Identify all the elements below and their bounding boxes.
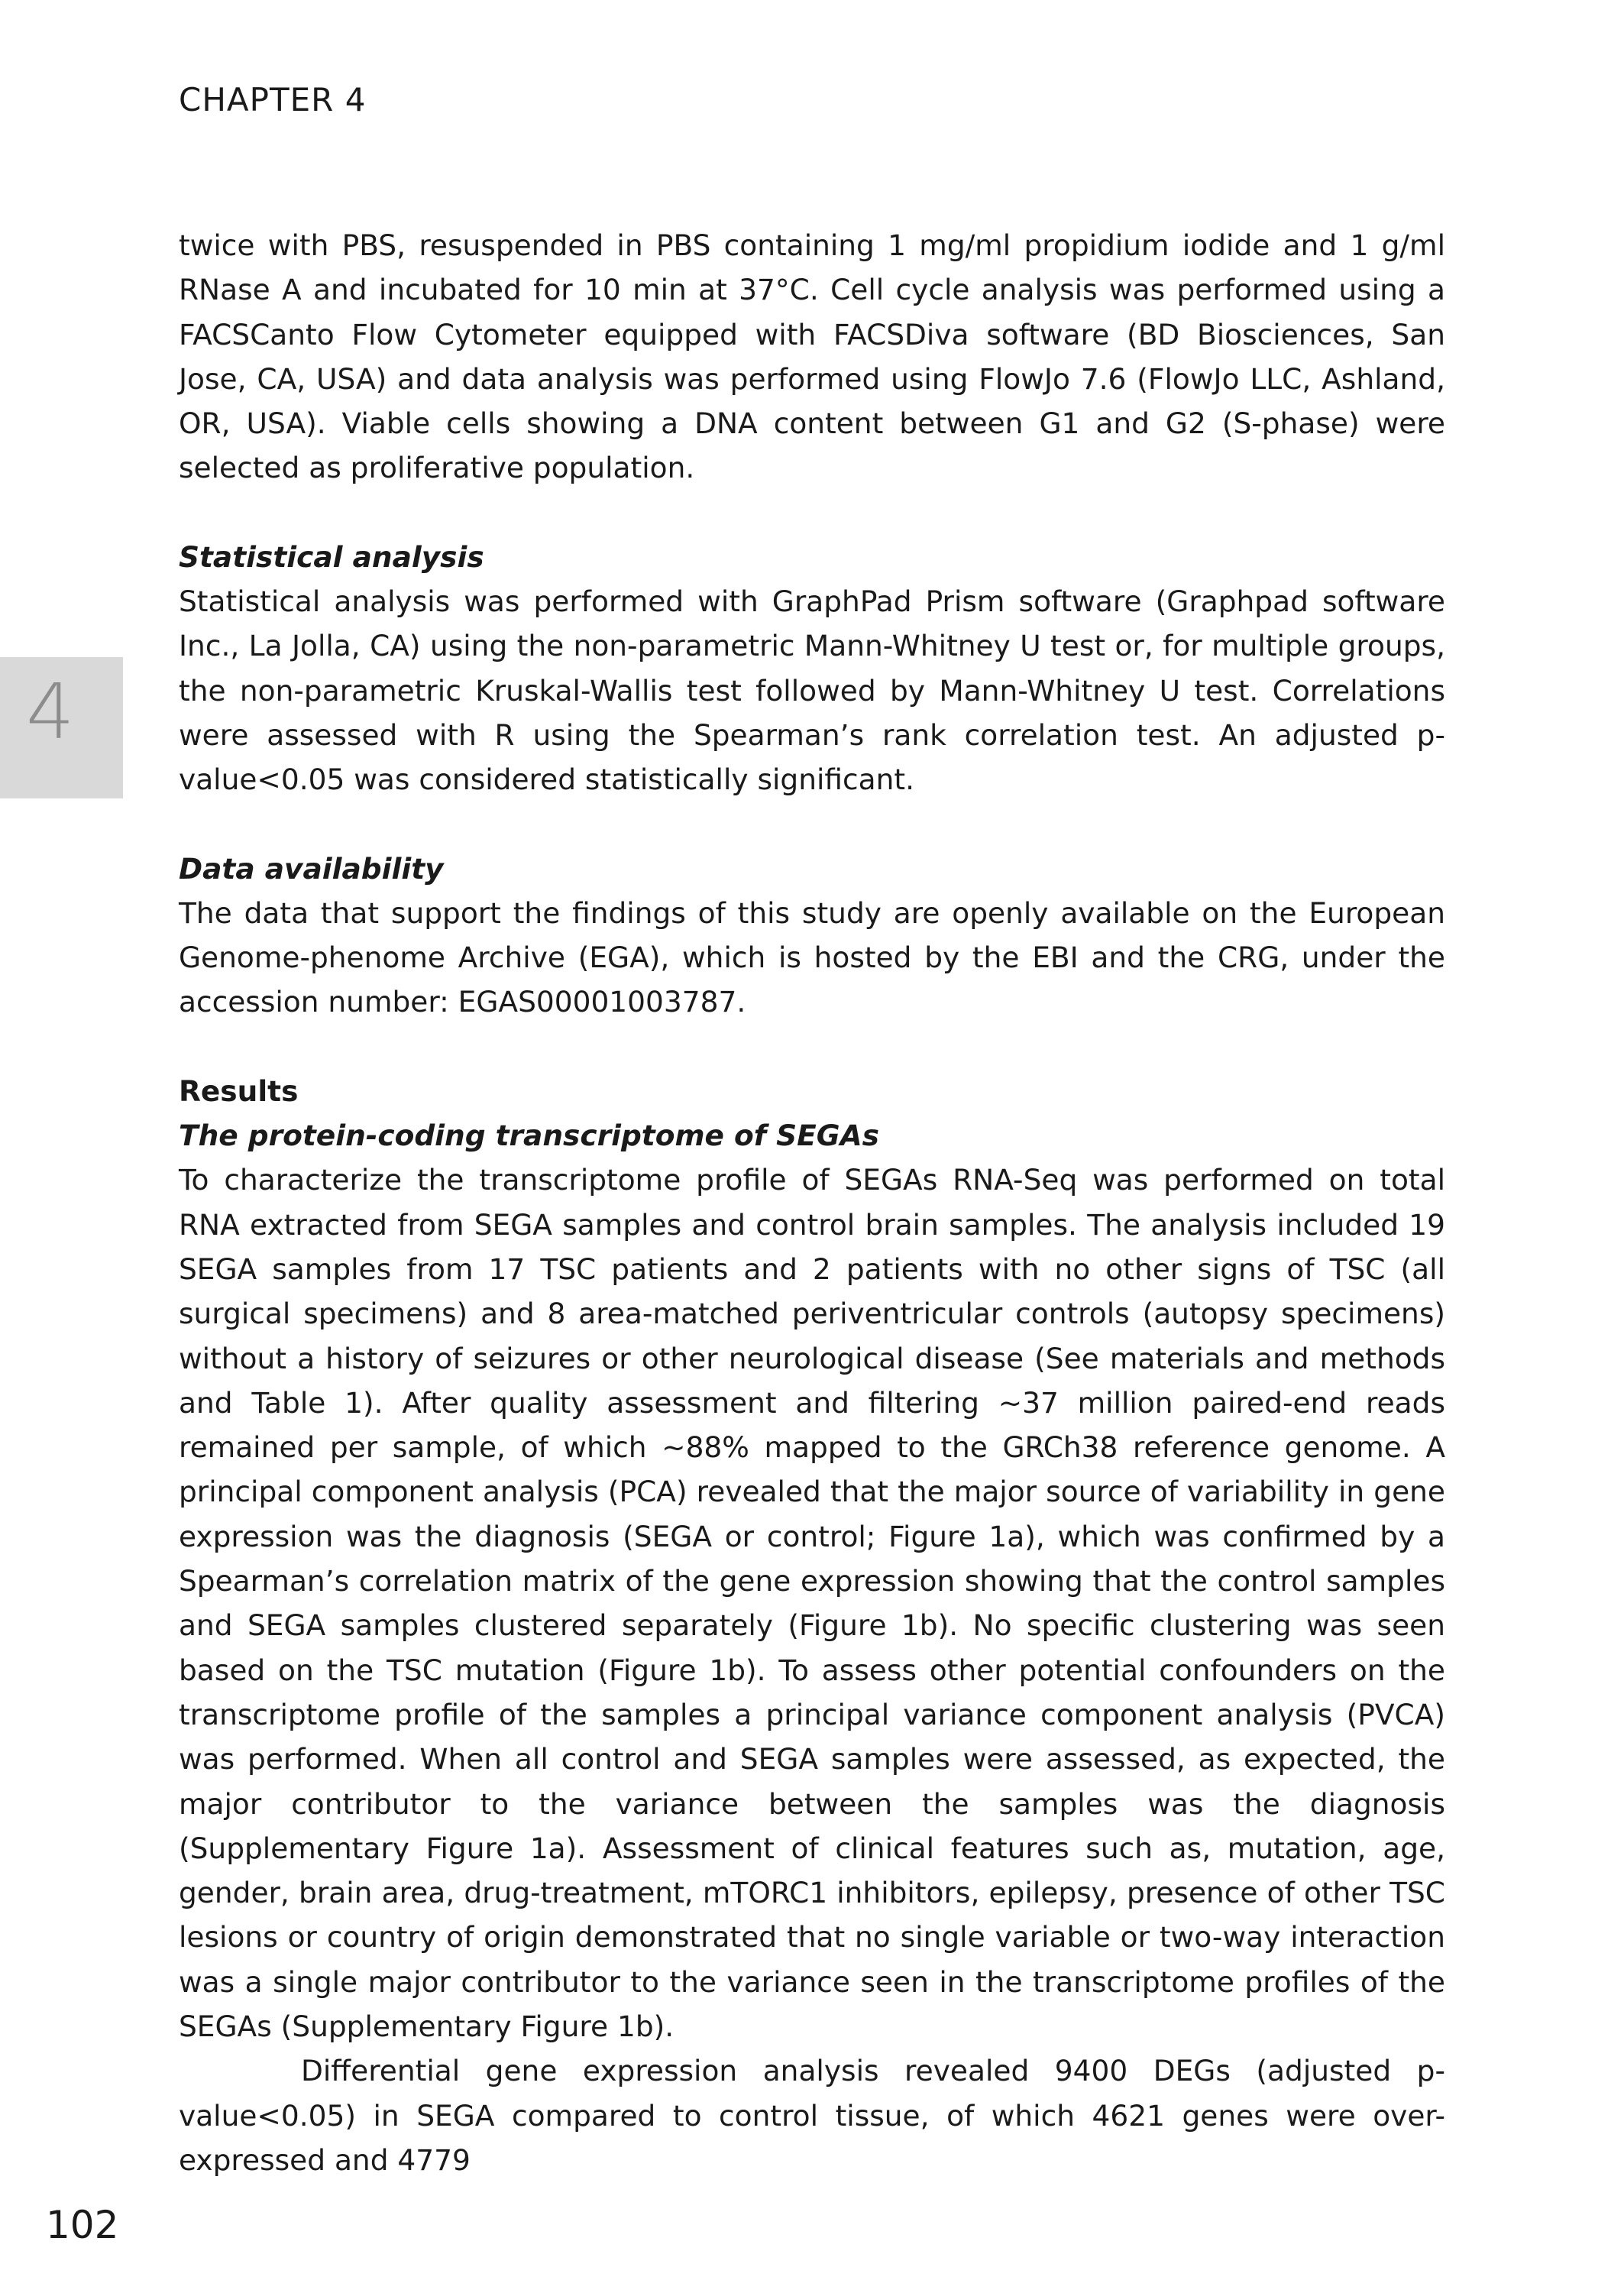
page-body — [179, 223, 1445, 2182]
paragraph-cell-cycle: twice with PBS, resuspended in PBS containing 1 mg/ml propidium iodide and 1 g/ml RNase A and incubated for 10 min at 37°C. Cell cycle analysis was performed using a FACSCanto Flow Cytometer equipped with FACSDiva software (BD Biosciences, San Jose, CA, USA) and data analysis was performed using FlowJo 7.6 (FlowJo LLC, Ashland, OR, USA). Viable cells showing a DNA content between G1 and G2 (S-phase) were selected as proliferative population. — [179, 228, 1445, 485]
paragraph-statistical-analysis: Statistical analysis was performed with GraphPad Prism software (Graphpad software Inc., La Jolla, CA) using the non-parametric Mann-Whitney U test or, for multiple groups, the non-parametric Kruskal-Wallis test followed by Mann-Whitney U test. Correlations were assessed with R using the Spearman’s rank correlation test. An adjusted p-value<0.05 was considered statistically significant. — [179, 585, 1445, 797]
page-number: 102 — [46, 2203, 119, 2247]
heading-protein-coding-transcriptome: The protein-coding transcriptome of SEGAs — [179, 1119, 879, 1153]
paragraph-differential-expression: Differential gene expression analysis revealed 9400 DEGs (adjusted p-value<0.05) in SEGA compared to control tissue, of which 4621 genes were over-expressed and 4779 — [179, 2054, 1445, 2177]
heading-data-availability: Data availability — [179, 851, 444, 886]
heading-statistical-analysis: Statistical analysis — [179, 539, 484, 574]
running-head: CHAPTER 4 — [179, 81, 367, 118]
chapter-tab-number: 4 — [26, 667, 75, 756]
paragraph-transcriptome: To characterize the transcriptome profile of SEGAs RNA-Seq was performed on total RNA extracted from SEGA samples and control brain samples. The analysis included 19 SEGA samples from 17 TSC patients and 2 patients with no other signs of TSC (all surgical specimens) and 8 area-matched periventricular controls (autopsy specimens) without a history of seizures or other neurological disease (See materials and methods and Table 1). After quality assessment and filtering ~37 million paired-end reads remained per sample, of which ~88% mapped to the GRCh38 reference genome. A principal component analysis (PCA) revealed that the major source of variability in gene expression was the diagnosis (SEGA or control; Figure 1a), which was confirmed by a Spearman’s correlation matrix of the gene expression showing that the control samples and SEGA samples clustered separately (Figure 1b). No specific clustering was seen based on the TSC mutation (Figure 1b). To assess other potential confounders on the transcriptome profile of the samples a principal variance component analysis (PVCA) was performed. When all control and SEGA samples were assessed, as expected, the major contributor to the variance between the samples was the diagnosis (Supplementary Figure 1a). Assessment of clinical features such as, mutation, age, gender, brain area, drug-treatment, mTORC1 inhibitors, epilepsy, presence of other TSC lesions or country of origin demonstrated that no single variable or two-way interaction was a single major contributor to the variance seen in the transcriptome profiles of the SEGAs (Supplementary Figure 1b). — [179, 1163, 1445, 2043]
heading-results: Results — [179, 1074, 299, 1108]
paragraph-data-availability: The data that support the findings of this study are openly available on the European Genome-phenome Archive (EGA), which is hosted by the EBI and the CRG, under the accession number: EGAS00001003787. — [179, 896, 1445, 1019]
